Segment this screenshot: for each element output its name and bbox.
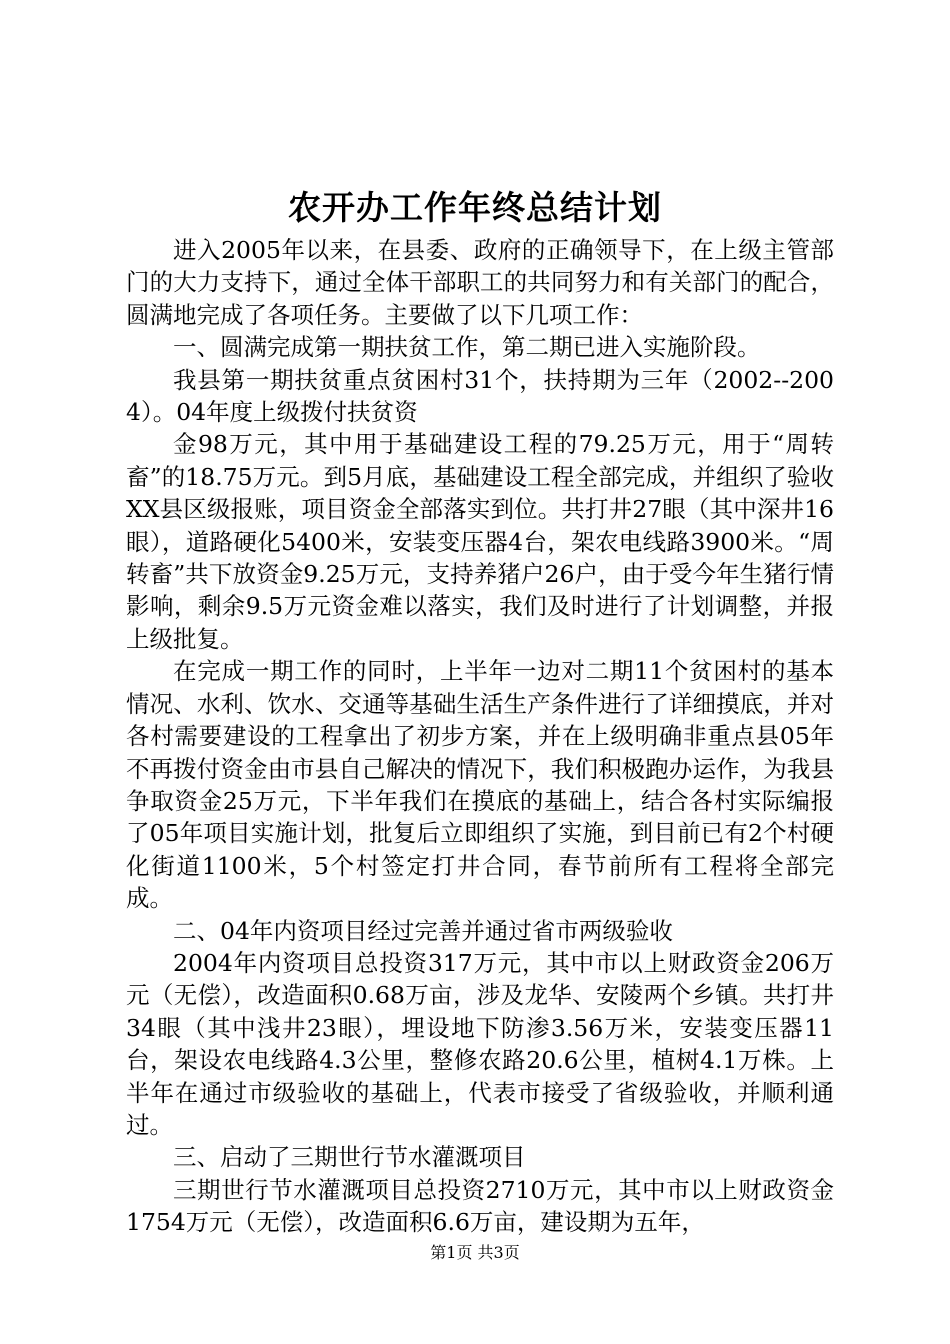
section-heading-2: 二、04年内资项目经过完善并通过省市两级验收: [173, 916, 673, 945]
paragraph: 我县第一期扶贫重点贫困村31个，扶持期为三年（2002--2004）。04年度上级拨付扶贫资: [126, 365, 834, 427]
paragraph: 在完成一期工作的同时，上半年一边对二期11个贫困村的基本情况、水利、饮水、交通等基础生活生产条件进行了详细摸底，并对各村需要建设的工程拿出了初步方案，并在上级明确非重点县05年不再拨付资金由市县自己解决的情况下，我们积极跑办运作，为我县争取资金25万元，下半年我们在摸底的基础上，结合各村实际编报了05年项目实施计划，批复后立即组织了实施，到目前已有2个村硬化街道1100米，5个村签定打井合同，春节前所有工程将全部完成。: [126, 657, 834, 913]
section-heading-3: 三、启动了三期世行节水灌溉项目: [173, 1143, 526, 1172]
document-title: 农开办工作年终总结计划: [288, 188, 662, 227]
document-body: [126, 234, 834, 1239]
paragraph-intro: 进入2005年以来，在县委、政府的正确领导下，在上级主管部门的大力支持下，通过全体干部职工的共同努力和有关部门的配合，圆满地完成了各项任务。主要做了以下几项工作：: [126, 236, 834, 329]
paragraph: 三期世行节水灌溉项目总投资2710万元，其中市以上财政资金1754万元（无偿），改造面积6.6万亩，建设期为五年，: [126, 1175, 834, 1237]
paragraph: 金98万元，其中用于基础建设工程的79.25万元，用于“周转畜”的18.75万元。到5月底，基础建设工程全部完成，并组织了验收XX县区级报账，项目资金全部落实到位。共打井27眼（其中深井16眼），道路硬化5400米，安装变压器4台，架农电线路3900米。“周转畜”共下放资金9.25万元，支持养猪户26户，由于受今年生猪行情影响，剩余9.5万元资金难以落实，我们及时进行了计划调整，并报上级批复。: [126, 430, 834, 653]
section-heading-1: 一、圆满完成第一期扶贫工作，第二期已进入实施阶段。: [173, 333, 761, 362]
paragraph: 2004年内资项目总投资317万元，其中市以上财政资金206万元（无偿），改造面积0.68万亩，涉及龙华、安陵两个乡镇。共打井34眼（其中浅井23眼），埋设地下防渗3.56万米，安装变压器11台，架设农电线路4.3公里，整修农路20.6公里，植树4.1万株。上半年在通过市级验收的基础上，代表市接受了省级验收，并顺利通过。: [126, 948, 834, 1139]
page-number: 第1页 共3页: [430, 1243, 520, 1262]
